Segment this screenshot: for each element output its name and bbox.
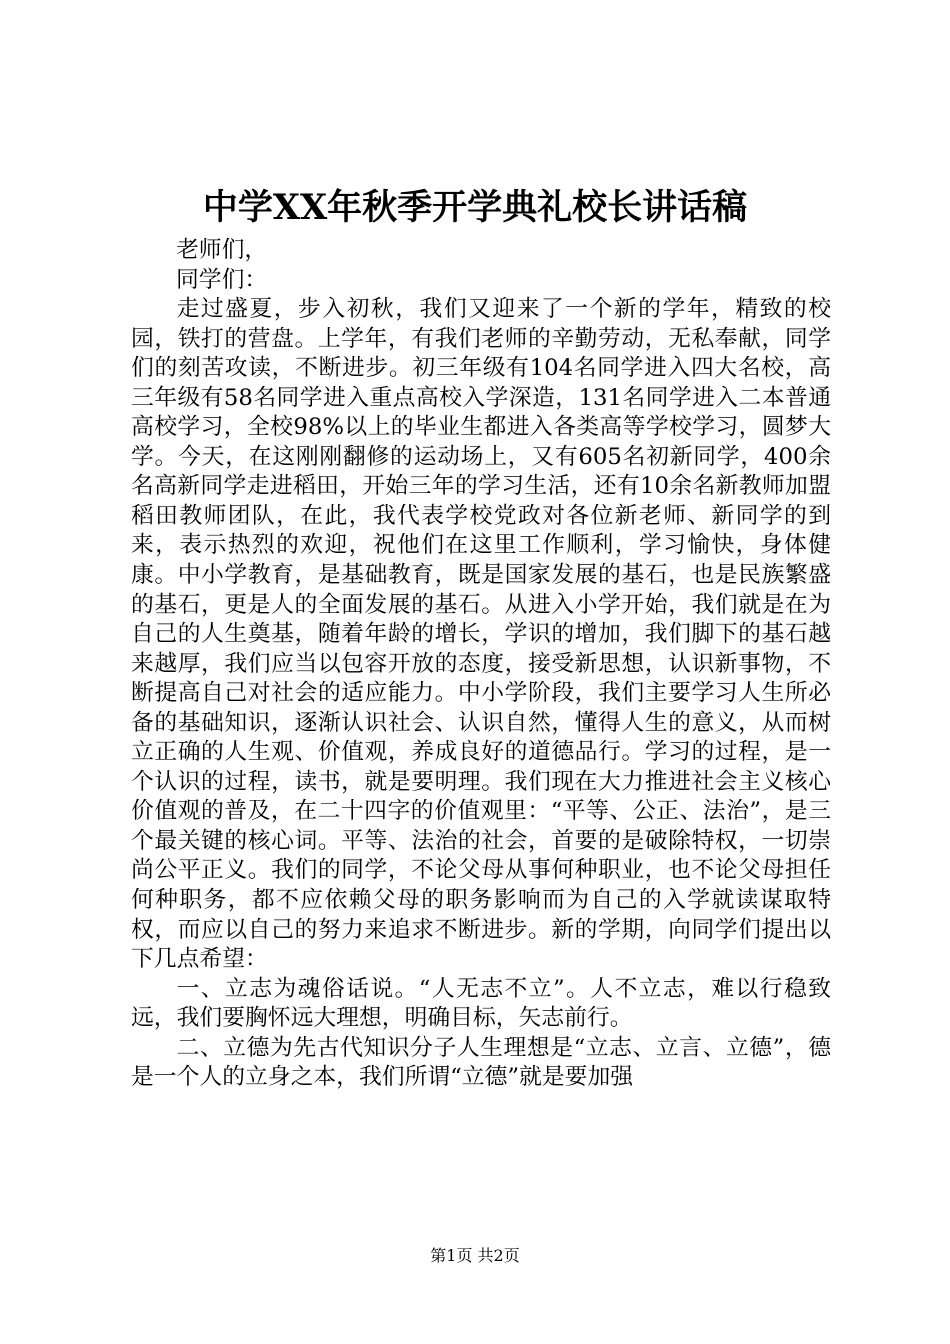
salutation-students: 同学们： xyxy=(176,266,268,293)
document-title: 中学XX年秋季开学典礼校长讲话稿 xyxy=(202,187,748,228)
document-body xyxy=(131,236,831,1093)
salutation-teachers: 老师们， xyxy=(176,237,268,263)
paragraph-main: 走过盛夏，步入初秋，我们又迎来了一个新的学年，精致的校园，铁打的营盘。上学年，有我们老师的辛勤劳动，无私奉献，同学们的刻苦攻读，不断进步。初三年级有104名同学进入四大名校，高三年级有58名同学进入重点高校入学深造，131名同学进入二本普通高校学习，全校98%以上的毕业生都进入各类高等学校学习，圆梦大学。今天，在这刚刚翻修的运动场上，又有605名初新同学，400余名高新同学走进稻田，开始三年的学习生活，还有10余名新教师加盟稻田教师团队，在此，我代表学校党政对各位新老师、新同学的到来，表示热烈的欢迎，祝他们在这里工作顺利，学习愉快，身体健康。中小学教育，是基础教育，既是国家发展的基石，也是民族繁盛的基石，更是人的全面发展的基石。从进入小学开始，我们就是在为自己的人生奠基，随着年龄的增长，学识的增加，我们脚下的基石越来越厚，我们应当以包容开放的态度，接受新思想，认识新事物，不断提高自己对社会的适应能力。中小学阶段，我们主要学习人生所必备的基础知识，逐渐认识社会、认识自然，懂得人生的意义，从而树立正确的人生观、价值观，养成良好的道德品行。学习的过程，是一个认识的过程，读书，就是要明理。我们现在大力推进社会主义核心价值观的普及，在二十四字的价值观里：“平等、公正、法治”，是三个最关键的核心词。平等、法治的社会，首要的是破除特权，一切崇尚公平正义。我们的同学，不论父母从事何种职业，也不论父母担任何种职务，都不应依赖父母的职务影响而为自己的入学就读谋取特权，而应以自己的努力来追求不断进步。新的学期，向同学们提出以下几点希望： xyxy=(131,296,831,973)
paragraph-aspiration: 一、立志为魂俗话说。“人无志不立”。人不立志，难以行稳致远，我们要胸怀远大理想，明确目标，矢志前行。 xyxy=(131,975,831,1032)
page-footer: 第1页 共2页 xyxy=(430,1246,520,1265)
paragraph-virtue: 二、立德为先古代知识分子人生理想是“立志、立言、立德”，德是一个人的立身之本，我们所谓“立德”就是要加强 xyxy=(131,1034,831,1091)
